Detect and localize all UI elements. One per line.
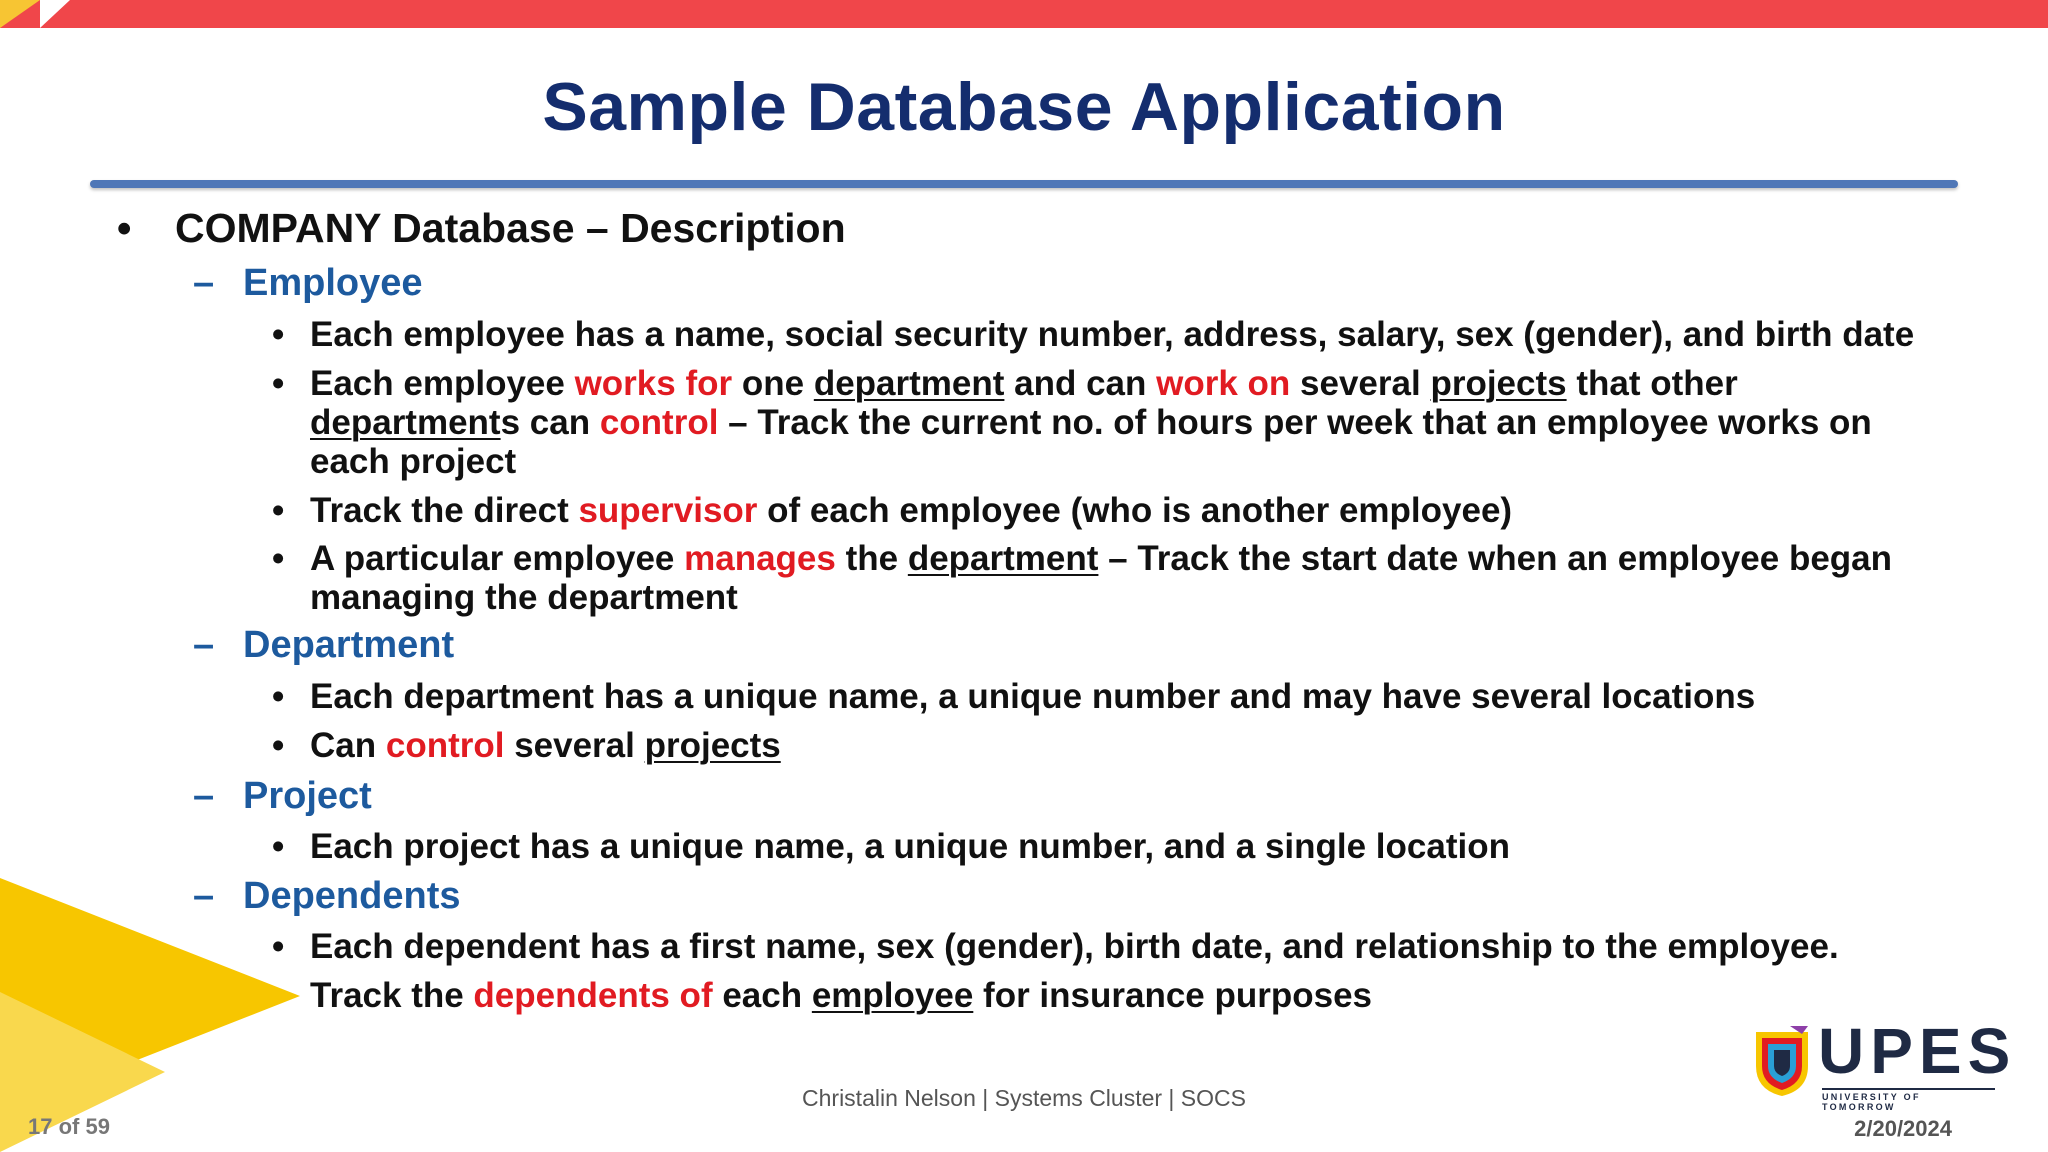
footer-author: Christalin Nelson | Systems Cluster | SOCS: [802, 1085, 1246, 1111]
highlight-text: works for: [574, 364, 733, 403]
underlined-text: projects: [644, 726, 781, 765]
item-text: Each project has a unique name, a unique number, and a single location: [310, 827, 1510, 866]
highlight-text: manages: [684, 539, 836, 578]
bullet-dot: •: [272, 364, 285, 403]
department-item-1: [272, 677, 1950, 716]
item-text: Each department has a unique name, a unique number and may have several locations: [310, 677, 1756, 716]
underlined-text: employee: [811, 976, 974, 1015]
employee-item-1: [272, 315, 1950, 354]
slide-date: 2/20/2024: [1854, 1116, 1952, 1141]
item-text: Each employee works for one department and can work on several projects that other departments can control – Track the current no. of hours per week that an employee works on each project: [310, 364, 1872, 481]
item-text: A particular employee manages the department – Track the start date when an employee began managing the department: [310, 539, 1893, 617]
bullet-dot: •: [272, 726, 285, 765]
item-text: Each dependent has a first name, sex (gender), birth date, and relationship to the employee.: [310, 927, 1839, 966]
highlight-text: supervisor: [578, 491, 758, 530]
subheading-text: Project: [243, 775, 372, 817]
dash-mark: –: [193, 775, 215, 817]
subheading-department: [193, 624, 455, 667]
dash-mark: –: [193, 262, 215, 304]
employee-item-3: [272, 491, 1950, 530]
bullet-dot: •: [272, 827, 285, 866]
slide-title: Sample Database Application: [542, 69, 1506, 145]
logo-tagline: UNIVERSITY OF TOMORROW: [1822, 1088, 1995, 1112]
department-item-2: [272, 726, 1950, 765]
upes-logo: [1750, 1015, 2017, 1112]
item-text: Track the dependents of each employee for insurance purposes: [310, 976, 1373, 1015]
subheading-employee: [193, 262, 423, 305]
bullet-dot: •: [117, 205, 132, 251]
main-bullet: [117, 205, 846, 252]
bullet-dot: •: [272, 315, 285, 354]
main-bullet-text: COMPANY Database – Description: [175, 205, 846, 251]
dash-mark: –: [193, 875, 215, 917]
page-counter: 17 of 59: [28, 1114, 110, 1139]
subheading-project: [193, 775, 372, 818]
upes-emblem-icon: [1750, 1020, 1814, 1100]
subheading-text: Dependents: [243, 875, 461, 917]
item-text: Can control several projects: [310, 726, 781, 765]
bullet-dot: •: [272, 976, 285, 1015]
bullet-dot: •: [272, 927, 285, 966]
logo-text: UPES: [1818, 1015, 2017, 1087]
top-accent-bar: [0, 0, 2048, 28]
item-text: Each employee has a name, social security number, address, salary, sex (gender), and birth date: [310, 315, 1915, 354]
subheading-text: Department: [243, 624, 455, 666]
bullet-dot: •: [272, 677, 285, 716]
project-item-1: [272, 827, 1950, 866]
underlined-text: projects: [1430, 364, 1567, 403]
employee-item-4: [272, 539, 1950, 617]
top-yellow-notch: [0, 0, 40, 28]
underlined-text: department: [907, 539, 1099, 578]
underlined-text: department: [813, 364, 1005, 403]
highlight-text: work on: [1156, 364, 1291, 403]
underlined-text: department: [310, 403, 501, 442]
title-divider: [90, 180, 1958, 188]
dash-mark: –: [193, 624, 215, 666]
top-notch-gap: [40, 0, 70, 28]
bullet-dot: •: [272, 539, 285, 578]
dependents-item-1: [272, 927, 1950, 966]
subheading-text: Employee: [243, 262, 423, 304]
highlight-text: dependents of: [473, 976, 713, 1015]
highlight-text: control: [385, 726, 505, 765]
dependents-item-2: [272, 976, 1950, 1015]
highlight-text: control: [599, 403, 719, 442]
bullet-dot: •: [272, 491, 285, 530]
item-text: Track the direct supervisor of each employee (who is another employee): [310, 491, 1513, 530]
employee-item-2: [272, 364, 1950, 481]
